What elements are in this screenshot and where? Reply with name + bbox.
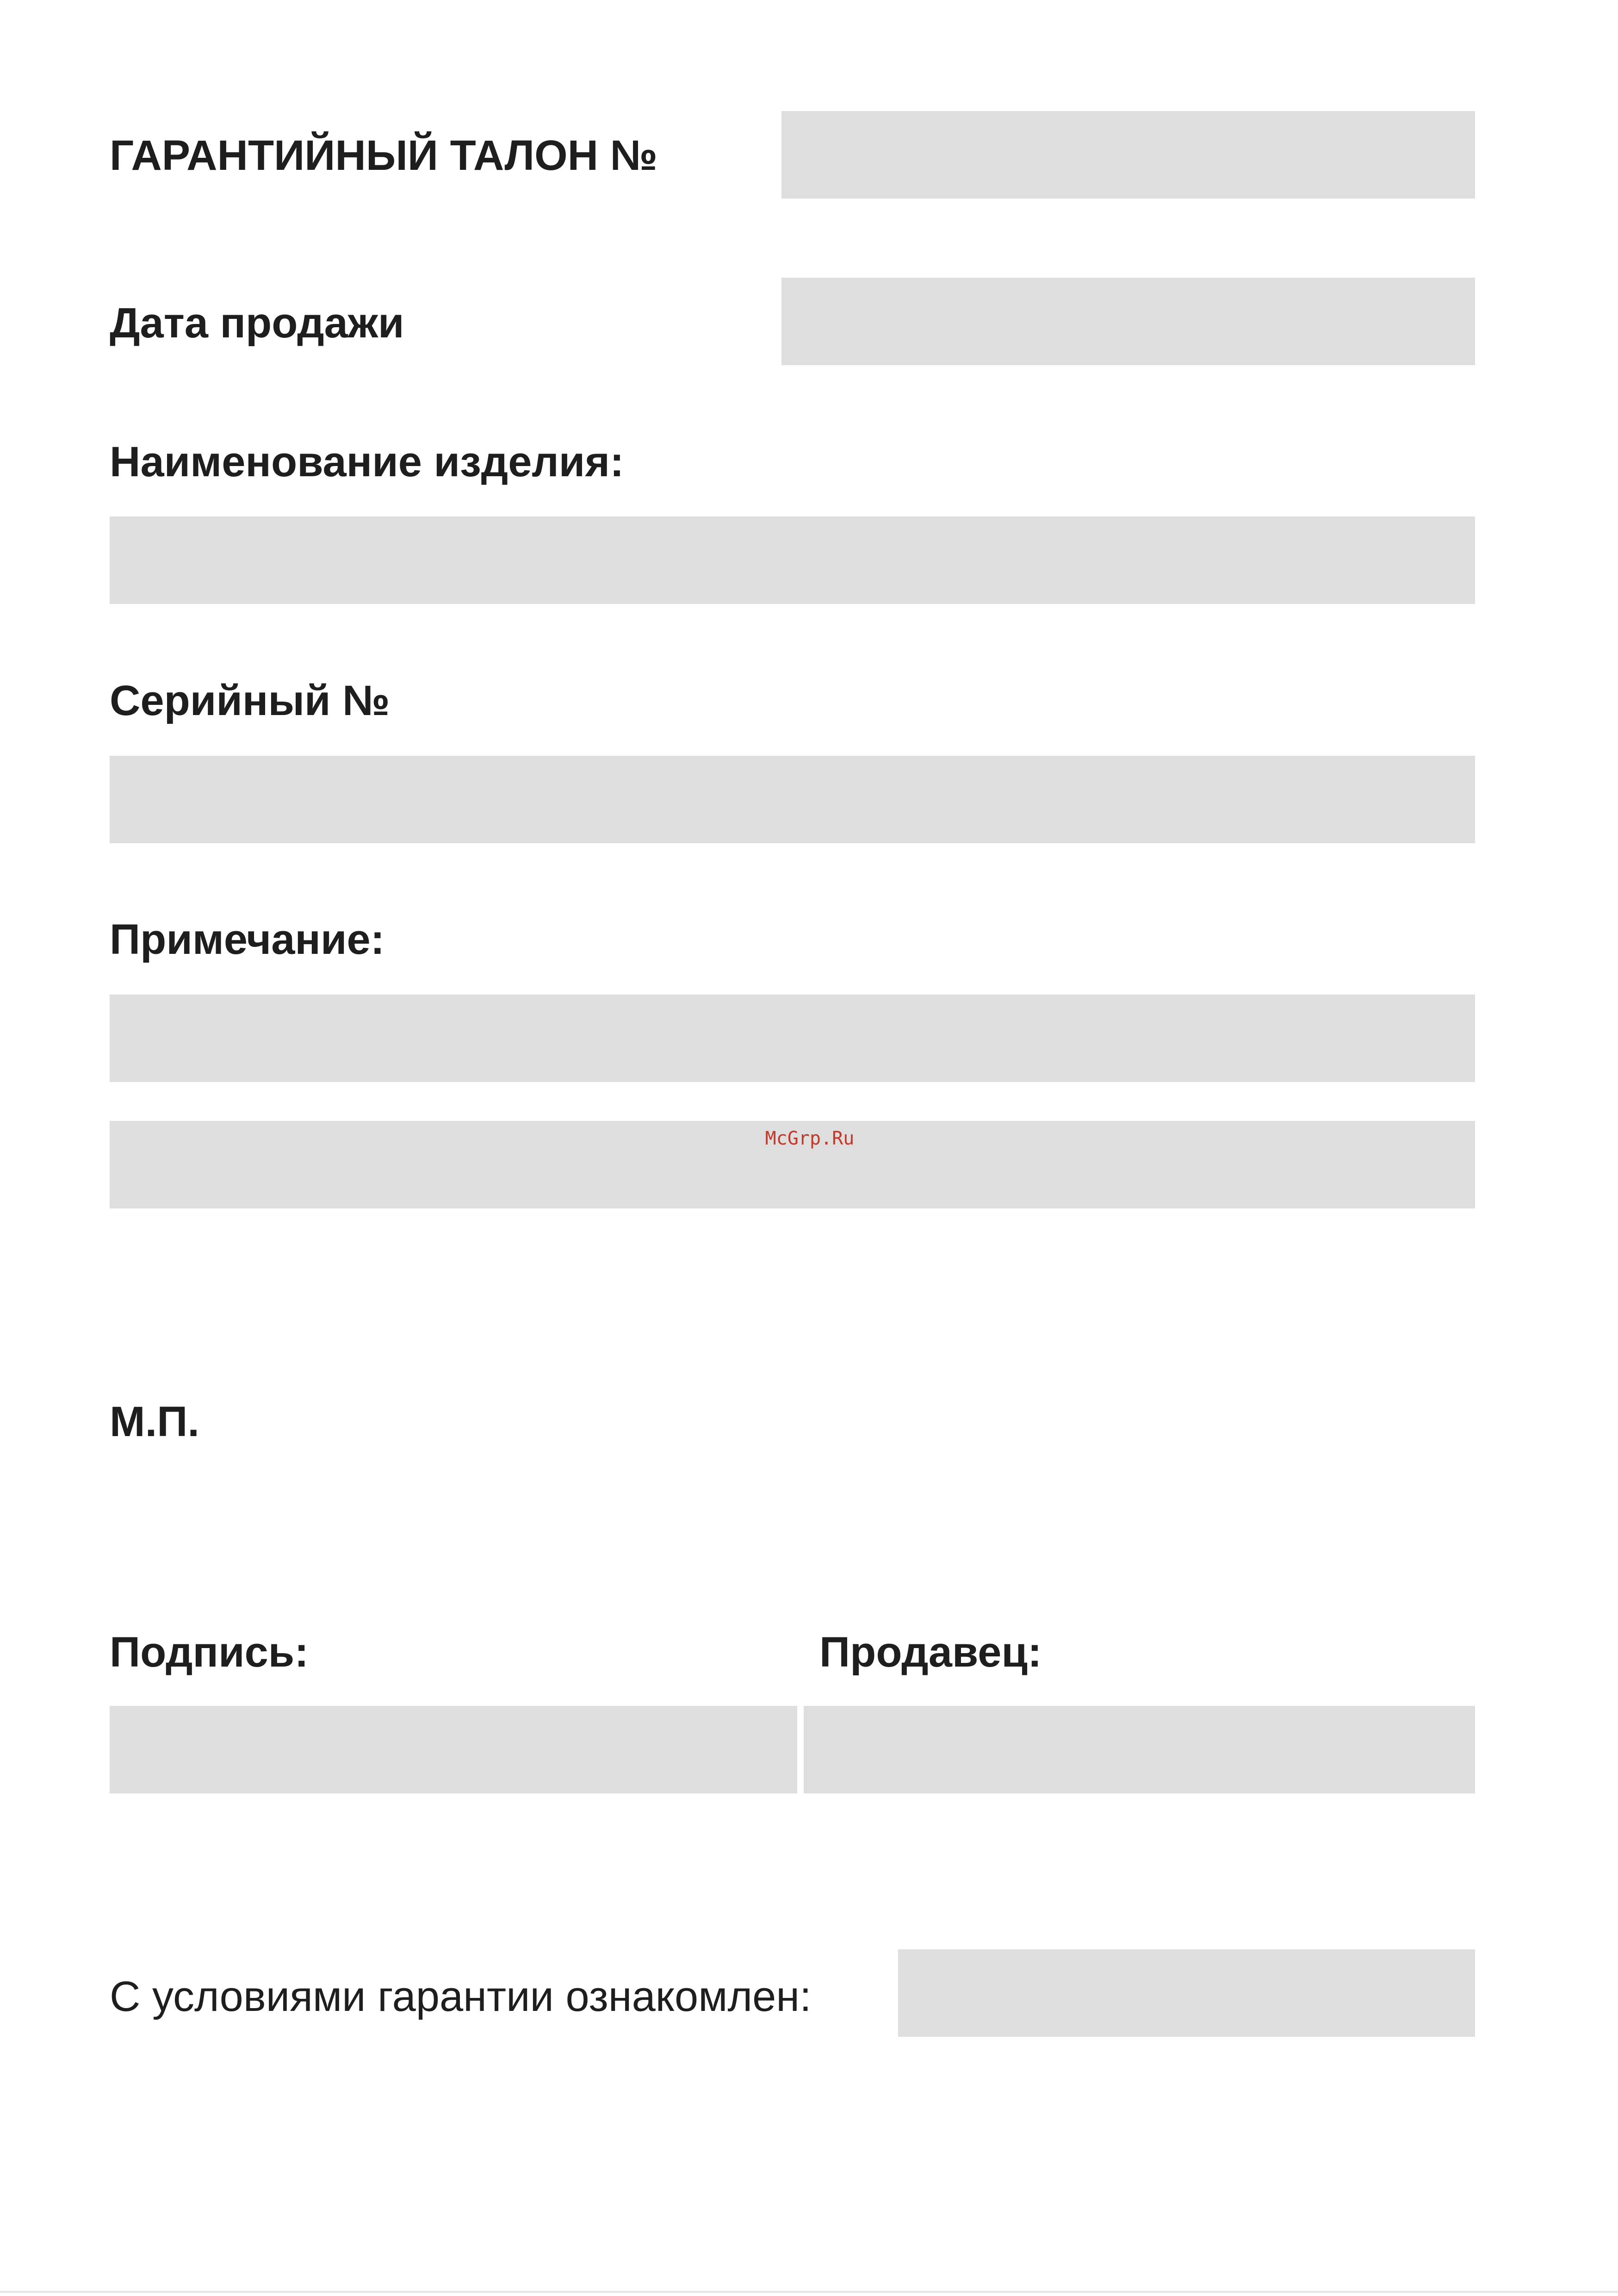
product-name-label: Наименование изделия:	[110, 438, 624, 485]
product-name-field[interactable]	[110, 516, 1475, 604]
note-label: Примечание:	[110, 916, 385, 963]
signature-field[interactable]	[110, 1706, 797, 1793]
page-bottom-edge	[0, 2291, 1618, 2293]
watermark-text: McGrp.Ru	[765, 1128, 855, 1149]
warranty-terms-acknowledged-label: С условиями гарантии ознакомлен:	[110, 1973, 812, 2020]
serial-number-label: Серийный №	[110, 677, 390, 724]
seller-field[interactable]	[804, 1706, 1475, 1793]
seller-label: Продавец:	[819, 1629, 1042, 1676]
sale-date-field[interactable]	[781, 278, 1475, 365]
warranty-number-field[interactable]	[781, 111, 1475, 199]
signature-label: Подпись:	[110, 1629, 309, 1676]
warranty-card-title: ГАРАНТИЙНЫЙ ТАЛОН №	[110, 132, 658, 179]
stamp-place-label: М.П.	[110, 1398, 199, 1445]
serial-number-field[interactable]	[110, 756, 1475, 843]
acknowledged-signature-field[interactable]	[898, 1949, 1475, 2037]
sale-date-label: Дата продажи	[110, 299, 404, 347]
note-field-line-1[interactable]	[110, 995, 1475, 1082]
